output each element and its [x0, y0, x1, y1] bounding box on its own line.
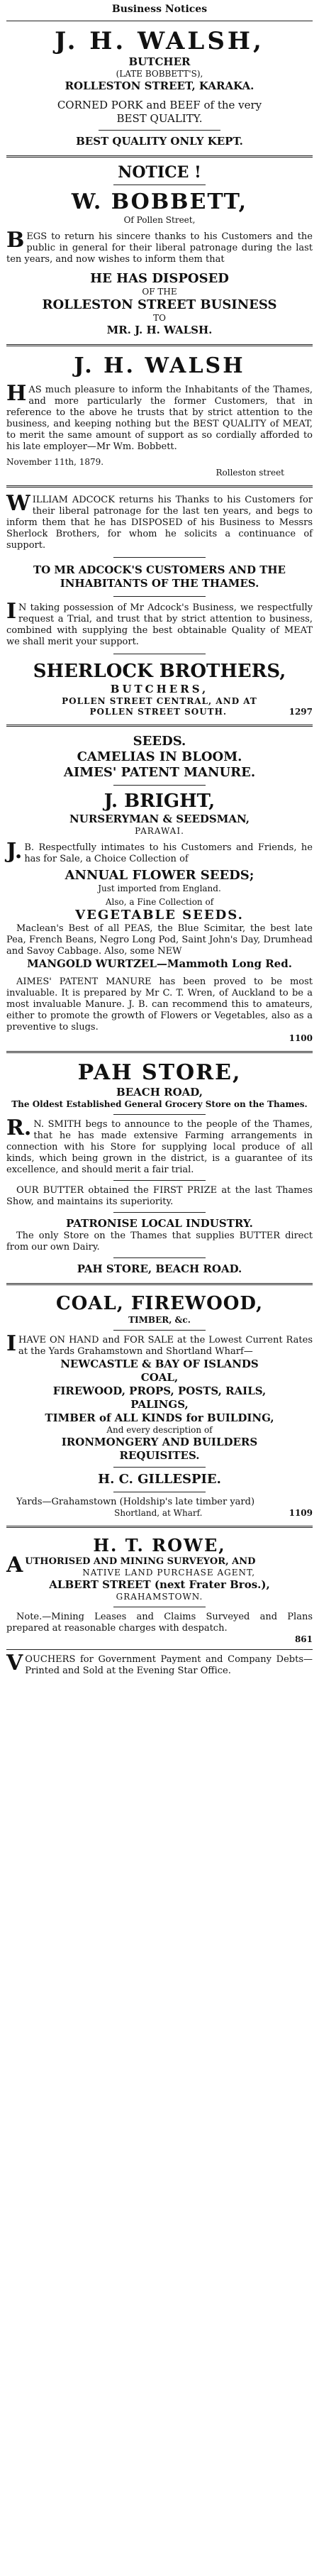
gillespie-title: COAL, FIREWOOD, [55, 1293, 264, 1314]
walsh-late: (LATE BOBBETT'S), [116, 69, 203, 79]
rowe-addr: ALBERT STREET (next Frater Bros.), [49, 1578, 270, 1591]
walsh2-advert [6, 352, 313, 480]
walsh2-body: HAS much pleasure to inform the Inhabitants of the Thames, and more particularly the former Customers, that in reference to the above he trusts that by strict attention to the business, and keeping nothing but the BEST QUALITY of MEAT, to merit the same amount of support as so cordially afforded to his late employer—Mr Wm. Bobbett. [6, 381, 313, 452]
rowe-line1: AUTHORISED AND MINING SURVEYOR, AND [6, 1553, 256, 1578]
gillespie-timber-all: TIMBER of ALL KINDS for BUILDING, [45, 1411, 274, 1424]
bright-also: Also, a Fine Collection of [105, 897, 214, 907]
bright-trade: NURSERYMAN & SEEDSMAN, [69, 813, 250, 825]
bright-body: J.B. Respectfully intimates to his Customers and Friends, he has for Sale, a Choice Collection of [6, 839, 313, 864]
sherlock-trade: BUTCHERS, [110, 683, 209, 695]
sherlock-firm: SHERLOCK BROTHERS, [33, 661, 286, 682]
gillespie-req: REQUISITES. [119, 1449, 200, 1462]
walsh-trade: BUTCHER [128, 55, 191, 68]
bobbett-to: TO [153, 313, 166, 323]
bright-advert [6, 732, 313, 1045]
walsh-name: J. H. WALSH, [55, 27, 264, 55]
walsh2-street: Rolleston street [216, 468, 284, 478]
bright-body3: AIMES' PATENT MANURE has been proved to be most invaluable. It is prepared by Mr C. T. Wren, of Auckland to be a most invaluable Manure. J. B. can recommend this to amateurs, either to promote the growth of Flowers or Vegetables, also as a preventive to slugs. [6, 976, 313, 1033]
pah-footer: PAH STORE, BEACH ROAD. [77, 1262, 242, 1275]
walsh2-date: November 11th, 1879. [6, 457, 104, 467]
bobbett-of: Of Pollen Street, [123, 215, 196, 225]
divider [6, 485, 313, 488]
page [6, 0, 313, 1678]
pah-only: The only Store on the Thames that supplies BUTTER direct from our own Dairy. [6, 1231, 313, 1253]
divider [6, 155, 313, 158]
bright-wurtzel: MANGOLD WURTZEL—Mammoth Long Red. [27, 957, 292, 970]
bright-ref: 1100 [289, 1033, 313, 1043]
divider [6, 1283, 313, 1285]
bright-name: J. BRIGHT, [103, 791, 216, 812]
rowe-line2: NATIVE LAND PURCHASE AGENT, [82, 1568, 256, 1578]
pah-patronise: PATRONISE LOCAL INDUSTRY. [66, 1217, 253, 1230]
bobbett-business: ROLLESTON STREET BUSINESS [42, 297, 277, 312]
gillespie-iron: IRONMONGERY AND BUILDERS [61, 1436, 258, 1448]
bright-seeds: SEEDS. [133, 734, 186, 749]
bobbett-advert [6, 163, 313, 338]
rowe-advert [6, 1534, 313, 1678]
pah-butter: OUR BUTTER obtained the FIRST PRIZE at the last Thames Show, and maintains its superiority. [6, 1185, 313, 1207]
gillespie-ref: 1109 [289, 1508, 313, 1518]
walsh-address: ROLLESTON STREET, KARAKA. [65, 79, 254, 92]
walsh-line3: BEST QUALITY ONLY KEPT. [76, 135, 243, 148]
rowe-ref: 861 [294, 1634, 313, 1644]
gillespie-timber: TIMBER, &c. [128, 1315, 191, 1325]
gillespie-firewood: FIREWOOD, PROPS, POSTS, RAILS, [52, 1385, 267, 1397]
bright-body2: Maclean's Best of all PEAS, the Blue Scimitar, the best late Pea, French Beans, Negro Long Pod, Saint John's Day, Drumhead and Savoy Cabbage. Also, some NEW [6, 923, 313, 957]
pah-oldest: The Oldest Established General Grocery Store on the Thames. [11, 1099, 308, 1109]
rowe-town: GRAHAMSTOWN. [116, 1592, 203, 1602]
gillespie-row [6, 1508, 313, 1519]
gillespie-palings: PALINGS, [130, 1398, 189, 1411]
adcock-body: WILLIAM ADCOCK returns his Thanks to his Customers for their liberal patronage for the last ten years, and begs to inform them that he has DISPOSED of his Business to Messrs Sherlock Brothers, for whom he solicits a continuance of support. [6, 491, 313, 551]
pah-advert [6, 1059, 313, 1277]
bright-imported: Just imported from England. [98, 884, 221, 893]
bright-veg: VEGETABLE SEEDS. [75, 908, 244, 923]
gillespie-body: IHAVE ON HAND and FOR SALE at the Lowest Current Rates at the Yards Grahamstown and Shortland Wharf— [6, 1331, 313, 1357]
bobbett-disposed: HE HAS DISPOSED [90, 271, 229, 286]
walsh-line1: CORNED PORK and BEEF of the very [57, 99, 262, 111]
divider [6, 1051, 313, 1053]
gillespie-newcastle: NEWCASTLE & BAY OF ISLANDS [60, 1358, 259, 1370]
divider [6, 344, 313, 346]
rowe-vouchers: VOUCHERS for Government Payment and Company Debts—Printed and Sold at the Evening Star Office. [6, 1651, 313, 1676]
pah-road: BEACH ROAD, [116, 1086, 203, 1099]
sherlock-body: IN taking possession of Mr Adcock's Business, we respectfully request a Trial, and trust that by strict attention to business, combined with supplying the best obtainable Quality of MEAT we shall merit your support. [6, 599, 313, 647]
bobbett-body: BEGS to return his sincere thanks to his Customers and the public in general for their liberal patronage during the last ten years, and now wishes to inform them that [6, 228, 313, 265]
rowe-name: H. T. ROWE, [93, 1535, 226, 1556]
gillespie-yards: Yards—Grahamstown (Holdship's late timber yard) [16, 1497, 255, 1507]
pah-body: R.N. SMITH begs to announce to the people of the Thames, that he has made extensive Farming arrangements in connection with his Store for supplying local produce of all kinds, which being grown in the district, is a guarantee of its excellence, and should merit a fair trial. [6, 1116, 313, 1175]
sherlock-addr2: POLLEN STREET SOUTH. [89, 707, 228, 717]
sherlock-addr1: POLLEN STREET CENTRAL, AND AT [62, 696, 257, 706]
bright-place: PARAWAI. [135, 826, 184, 836]
rowe-note: Note.—Mining Leases and Claims Surveyed and Plans prepared at reasonable charges with despatch. [6, 1612, 313, 1634]
gillespie-also: And every description of [106, 1425, 213, 1435]
walsh2-name: J. H. WALSH [74, 353, 245, 378]
header-title: Business Notices [111, 4, 208, 15]
bright-annual: ANNUAL FLOWER SEEDS; [65, 868, 254, 883]
bobbett-to-name: MR. J. H. WALSH. [106, 324, 213, 336]
sherlock-ref: 1297 [289, 707, 313, 717]
adcock-advert [6, 493, 313, 719]
bright-manure: AIMES' PATENT MANURE. [63, 765, 256, 780]
walsh-line2: BEST QUALITY. [116, 112, 203, 125]
bobbett-notice: NOTICE ! [118, 163, 201, 182]
bobbett-name: W. BOBBETT, [71, 189, 248, 214]
divider [6, 1526, 313, 1528]
divider [6, 725, 313, 727]
sherlock-addr-row [6, 707, 313, 717]
bobbett-of-the: OF THE [142, 287, 177, 297]
walsh-advert [6, 26, 313, 150]
bright-camelias: CAMELIAS IN BLOOM. [77, 749, 242, 764]
gillespie-coal: COAL, [140, 1371, 179, 1384]
gillespie-advert [6, 1291, 313, 1520]
gillespie-name: H. C. GILLESPIE. [98, 1472, 221, 1487]
pah-name: PAH STORE, [77, 1060, 242, 1085]
adcock-heading: TO MR ADCOCK'S CUSTOMERS AND THE INHABITANTS OF THE THAMES. [33, 563, 286, 590]
gillespie-shortland: Shortland, at Wharf. [114, 1508, 203, 1518]
